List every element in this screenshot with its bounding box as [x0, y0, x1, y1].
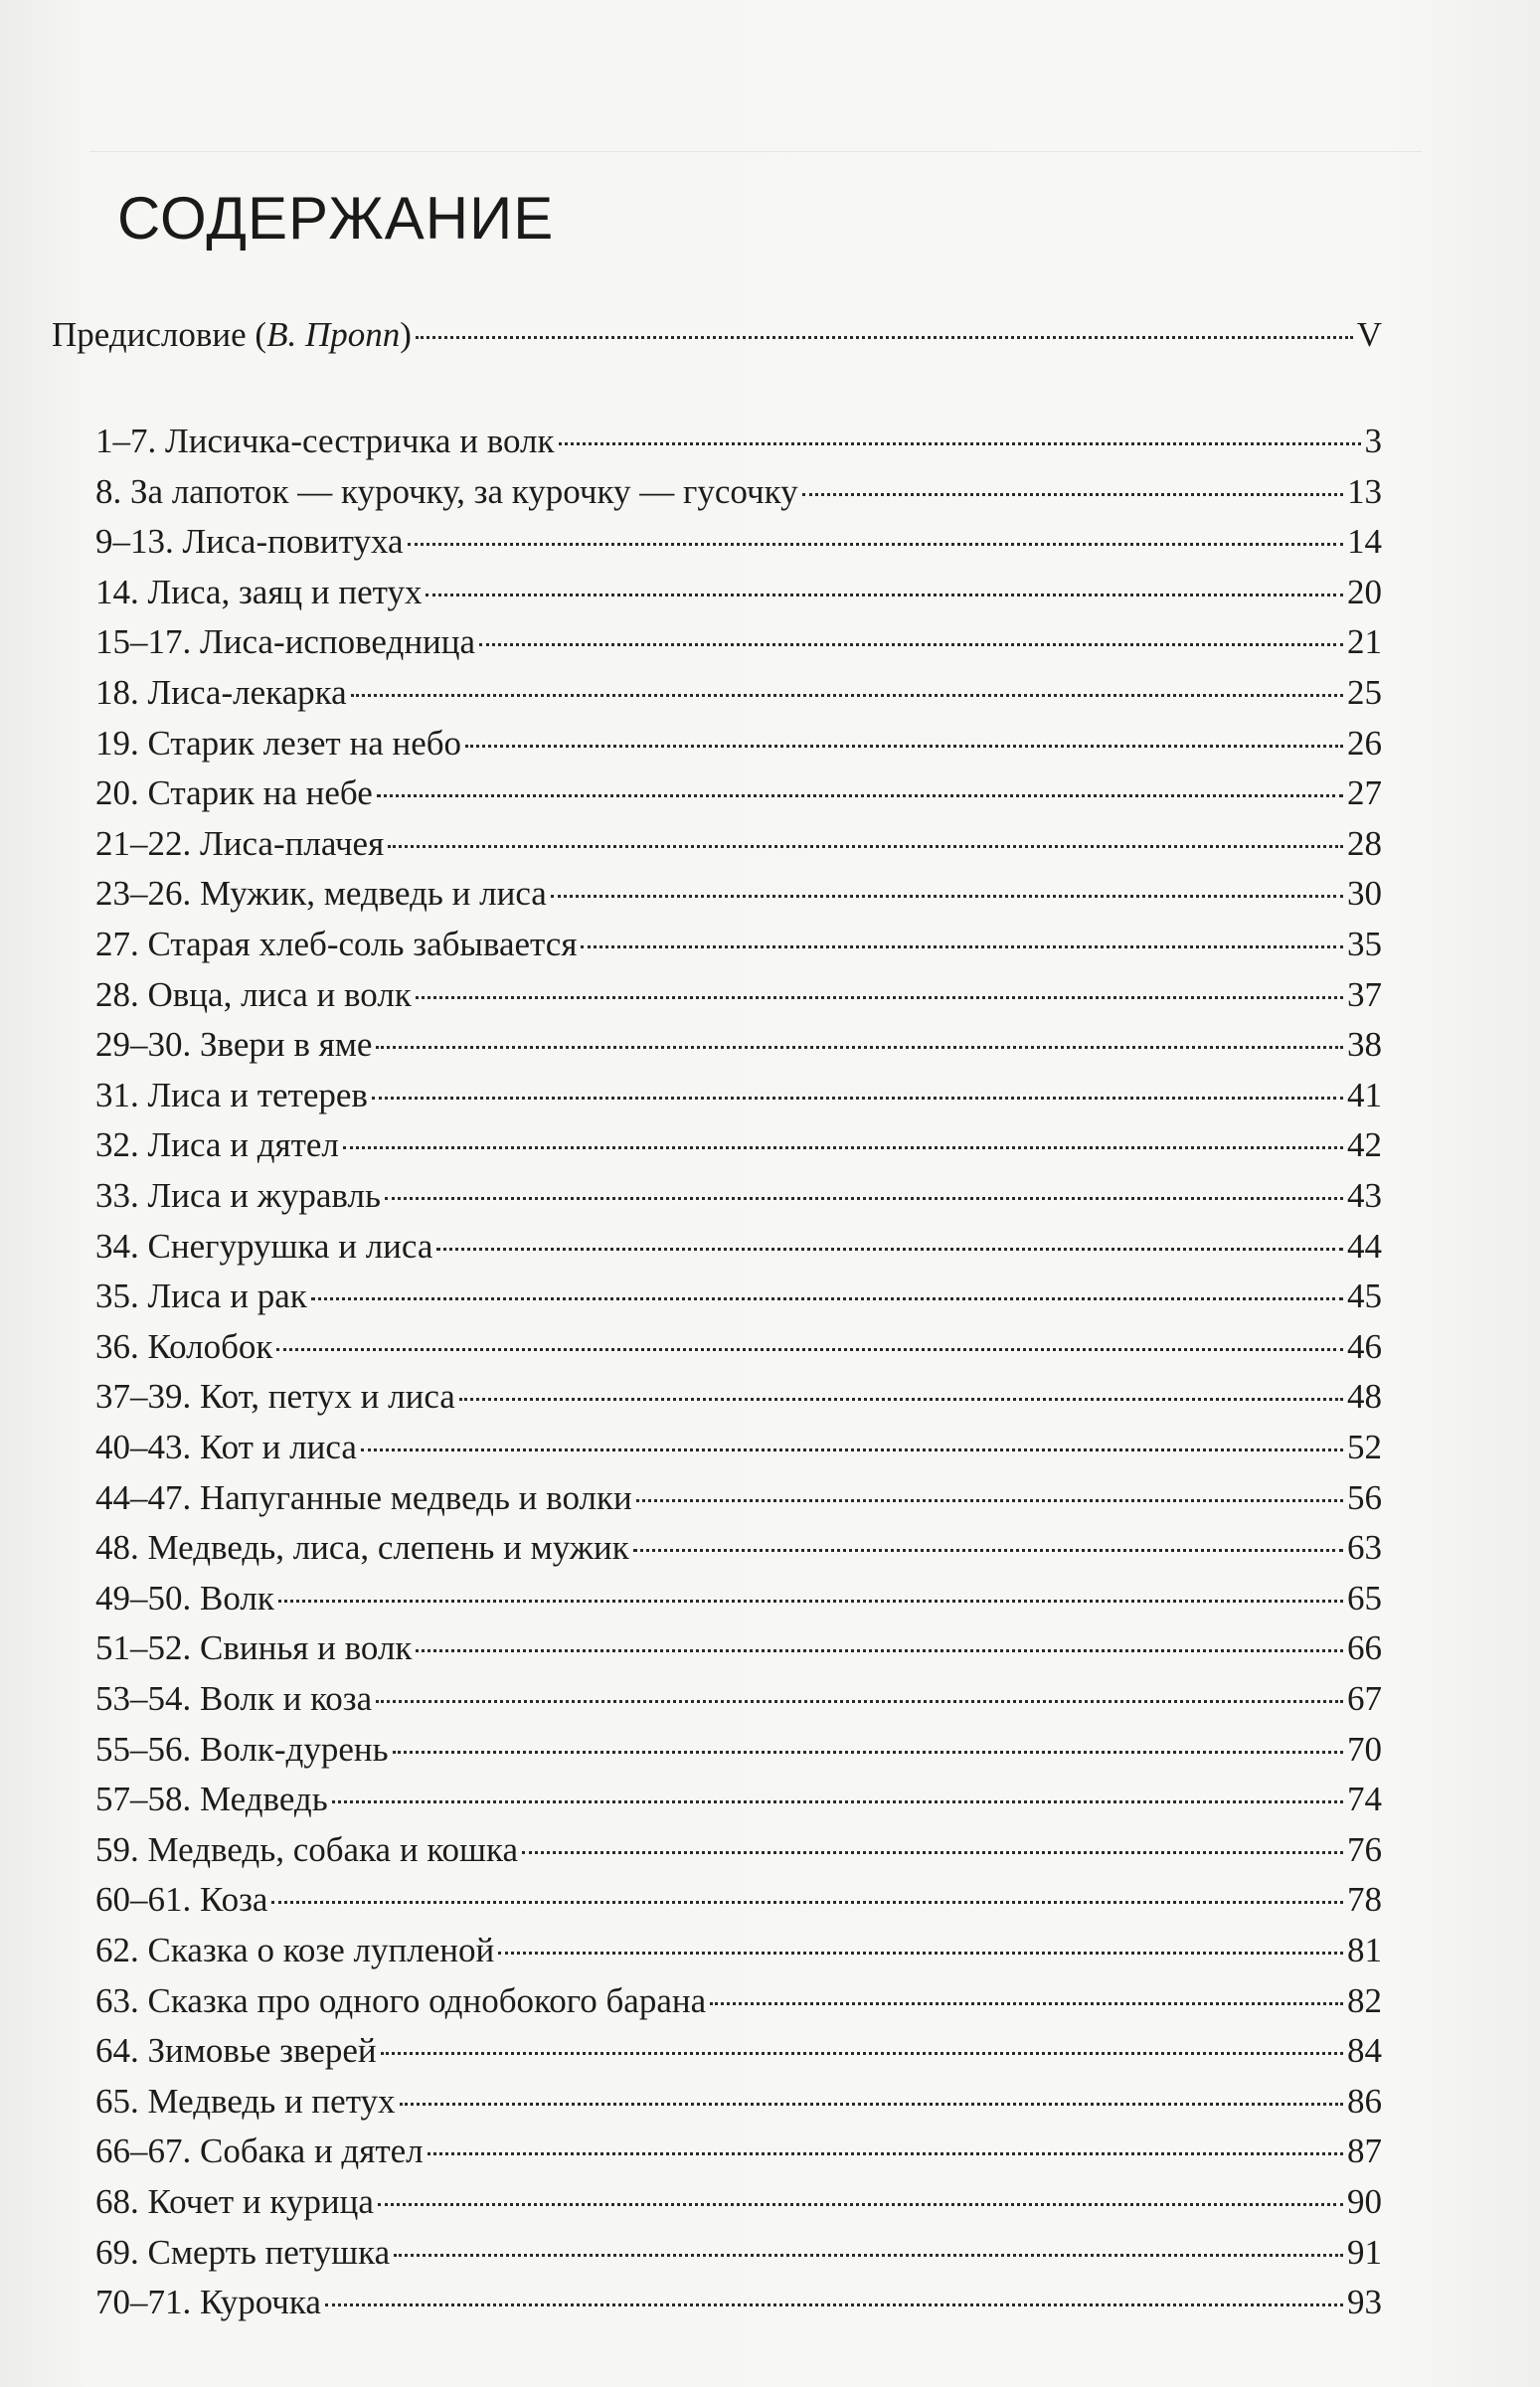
toc-entry-label: 14. Лиса, заяц и петух — [95, 573, 423, 611]
dot-leader — [416, 336, 1353, 339]
toc-entry-label: 15–17. Лиса-исповедница — [95, 622, 476, 661]
dot-leader — [385, 1197, 1343, 1200]
dot-leader — [378, 2203, 1343, 2206]
toc-entry — [95, 722, 1382, 766]
toc-entry-label: 18. Лиса-лекарка — [95, 673, 347, 712]
toc-entry — [95, 1828, 1382, 1872]
toc-page-number: 91 — [1347, 2233, 1382, 2272]
toc-page-number: 82 — [1347, 1981, 1382, 2020]
toc-page-number: 43 — [1347, 1176, 1382, 1215]
toc-entry-label: 51–52. Свинья и волк — [95, 1628, 413, 1667]
toc-page-number: 74 — [1347, 1780, 1382, 1818]
dot-leader — [376, 1046, 1343, 1049]
toc-page-number: 44 — [1347, 1227, 1382, 1266]
toc-page-number: 81 — [1347, 1931, 1382, 1969]
toc-entry — [95, 1677, 1382, 1721]
toc-entry — [95, 2180, 1382, 2224]
dot-leader — [393, 1751, 1343, 1754]
preface-label-suffix: ) — [400, 315, 412, 354]
toc-entry-label: 64. Зимовье зверей — [95, 2031, 377, 2070]
toc-entry-label: 35. Лиса и рак — [95, 1277, 307, 1315]
toc-page-number: 65 — [1347, 1579, 1382, 1618]
dot-leader — [636, 1499, 1343, 1502]
toc-entry — [95, 1878, 1382, 1922]
toc-entry — [95, 1426, 1382, 1469]
dot-leader — [388, 845, 1343, 848]
toc-entry-preface — [52, 313, 1382, 357]
dot-leader — [400, 2103, 1343, 2106]
toc-entry-label: 37–39. Кот, петух и лиса — [95, 1377, 455, 1416]
toc-entry — [95, 470, 1382, 514]
toc-entry — [95, 1023, 1382, 1067]
dot-leader — [376, 1700, 1343, 1703]
toc-page-number: 78 — [1347, 1880, 1382, 1919]
dot-leader — [479, 643, 1343, 646]
dot-leader — [351, 694, 1343, 697]
toc-entry-label: 53–54. Волк и коза — [95, 1679, 373, 1718]
toc-entry — [95, 1577, 1382, 1620]
toc-entry-label: 63. Сказка про одного однобокого барана — [95, 1981, 707, 2020]
toc-page-number: 13 — [1347, 472, 1382, 511]
toc-entry — [95, 420, 1382, 463]
toc-entry-label: 59. Медведь, собака и кошка — [95, 1830, 519, 1869]
toc-entry — [95, 620, 1382, 664]
toc-entry — [95, 1626, 1382, 1670]
toc-entry — [95, 973, 1382, 1017]
dot-leader — [361, 1449, 1343, 1451]
toc-entry — [95, 1526, 1382, 1570]
toc-page-number: 14 — [1347, 522, 1382, 561]
dot-leader — [276, 1348, 1343, 1351]
page-title: СОДЕРЖАНИЕ — [117, 185, 555, 252]
toc-page-number: 20 — [1347, 573, 1382, 611]
dot-leader — [633, 1549, 1343, 1552]
toc-page-number: 30 — [1347, 874, 1382, 913]
dot-leader — [559, 442, 1361, 445]
toc-entry — [95, 1275, 1382, 1318]
dot-leader — [416, 1649, 1343, 1652]
dot-leader — [278, 1600, 1343, 1603]
dot-leader — [311, 1297, 1343, 1300]
toc-page-number: 52 — [1347, 1428, 1382, 1466]
dot-leader — [416, 996, 1343, 999]
toc-entry-label: 31. Лиса и тетерев — [95, 1076, 368, 1114]
toc-entry-label: 40–43. Кот и лиса — [95, 1428, 357, 1466]
toc-entry-label: 28. Овца, лиса и волк — [95, 975, 412, 1014]
toc-page-number: 46 — [1347, 1327, 1382, 1366]
toc-page-number: 41 — [1347, 1076, 1382, 1114]
toc-page-number: V — [1356, 315, 1382, 354]
toc-page-number: 93 — [1347, 2283, 1382, 2321]
toc-entry-label: 9–13. Лиса-повитуха — [95, 522, 404, 561]
toc-page-number: 67 — [1347, 1679, 1382, 1718]
preface-label-prefix: Предисловие ( — [52, 315, 267, 354]
dot-leader — [459, 1398, 1343, 1401]
toc-page-number: 70 — [1347, 1730, 1382, 1769]
dot-leader — [408, 543, 1343, 546]
toc-page-number: 66 — [1347, 1628, 1382, 1667]
toc-entry-label: 36. Колобок — [95, 1327, 273, 1366]
dot-leader — [710, 2002, 1343, 2005]
toc-entry — [95, 2080, 1382, 2124]
toc-entry-label: 1–7. Лисичка-сестричка и волк — [95, 422, 555, 460]
dot-leader — [522, 1851, 1343, 1854]
toc-entry — [95, 520, 1382, 564]
toc-entry — [95, 822, 1382, 866]
toc-page-number: 42 — [1347, 1125, 1382, 1164]
dot-leader — [436, 1248, 1343, 1251]
toc-page-number: 35 — [1347, 925, 1382, 963]
toc-page-number: 25 — [1347, 673, 1382, 712]
dot-leader — [551, 895, 1343, 898]
dot-leader — [343, 1146, 1343, 1149]
toc-page-number: 21 — [1347, 622, 1382, 661]
dot-leader — [498, 1952, 1343, 1955]
toc-entry — [95, 1979, 1382, 2023]
toc-page-number: 48 — [1347, 1377, 1382, 1416]
toc-entry-label: 44–47. Напуганные медведь и волки — [95, 1478, 632, 1517]
toc-entry — [95, 571, 1382, 614]
toc-entry — [95, 1174, 1382, 1218]
toc-page-number: 38 — [1347, 1025, 1382, 1064]
toc-page-number: 56 — [1347, 1478, 1382, 1517]
toc-entry — [95, 872, 1382, 916]
toc-entry-label: 60–61. Коза — [95, 1880, 268, 1919]
toc-page-number: 26 — [1347, 724, 1382, 763]
toc-entry — [95, 2231, 1382, 2275]
toc-entry — [95, 1728, 1382, 1772]
preface-author: В. Пропп — [266, 315, 401, 354]
dot-leader — [271, 1901, 1343, 1904]
toc-entry-label — [52, 313, 412, 357]
toc-entry-label: 70–71. Курочка — [95, 2283, 321, 2321]
toc-entry-label: 66–67. Собака и дятел — [95, 2131, 424, 2170]
toc-entry — [95, 1325, 1382, 1369]
dot-leader — [426, 594, 1343, 597]
toc-entry — [95, 771, 1382, 815]
toc-entry-label: 34. Снегурушка и лиса — [95, 1227, 433, 1266]
toc-entry-label: 55–56. Волк-дурень — [95, 1730, 389, 1769]
dot-leader — [372, 1097, 1343, 1100]
toc-entry-label: 23–26. Мужик, медведь и лиса — [95, 874, 547, 913]
toc-entry-label: 62. Сказка о козе лупленой — [95, 1931, 495, 1969]
toc-entry-label: 32. Лиса и дятел — [95, 1125, 339, 1164]
toc-page-number: 87 — [1347, 2131, 1382, 2170]
toc-entry — [95, 1929, 1382, 1972]
toc-entry — [95, 2281, 1382, 2324]
toc-entry-label: 27. Старая хлеб-соль забывается — [95, 925, 578, 963]
dot-leader — [465, 745, 1343, 748]
dot-leader — [428, 2152, 1343, 2155]
toc-page-number: 90 — [1347, 2182, 1382, 2221]
toc-page-number: 37 — [1347, 975, 1382, 1014]
toc-entry — [95, 1778, 1382, 1821]
toc-entry — [95, 2130, 1382, 2173]
toc-entry-label: 19. Старик лезет на небо — [95, 724, 462, 763]
toc-entry-label: 48. Медведь, лиса, слепень и мужик — [95, 1528, 629, 1567]
toc-entry — [95, 1375, 1382, 1419]
toc-page-number: 63 — [1347, 1528, 1382, 1567]
toc-entry — [95, 923, 1382, 966]
toc-page-number: 27 — [1347, 773, 1382, 812]
dot-leader — [381, 2052, 1343, 2055]
dot-leader — [802, 493, 1343, 496]
toc-entry — [95, 1074, 1382, 1117]
toc-entry — [95, 2029, 1382, 2073]
toc-page-number: 45 — [1347, 1277, 1382, 1315]
toc-entry-label: 65. Медведь и петух — [95, 2082, 396, 2121]
toc-page-number: 28 — [1347, 824, 1382, 863]
toc-entry-label: 49–50. Волк — [95, 1579, 274, 1618]
dot-leader — [581, 945, 1343, 948]
toc-entry-label: 57–58. Медведь — [95, 1780, 328, 1818]
toc-page-number: 84 — [1347, 2031, 1382, 2070]
toc-entry-label: 20. Старик на небе — [95, 773, 373, 812]
dot-leader — [332, 1800, 1343, 1803]
toc-entry-label: 68. Кочет и курица — [95, 2182, 374, 2221]
toc-entry-label: 33. Лиса и журавль — [95, 1176, 381, 1215]
toc-entry-label: 29–30. Звери в яме — [95, 1025, 373, 1064]
toc-page-number: 86 — [1347, 2082, 1382, 2121]
toc-entry — [95, 671, 1382, 715]
dot-leader — [377, 794, 1343, 797]
dot-leader — [325, 2303, 1343, 2306]
toc-page-number: 76 — [1347, 1830, 1382, 1869]
toc-entry — [95, 1123, 1382, 1167]
toc-entry-label: 21–22. Лиса-плачея — [95, 824, 385, 863]
dot-leader — [394, 2254, 1343, 2257]
toc-entry — [95, 1476, 1382, 1520]
toc-entry — [95, 1225, 1382, 1269]
toc-page-number: 3 — [1364, 422, 1382, 460]
toc-entry-label: 69. Смерть петушка — [95, 2233, 391, 2272]
toc-entry-label: 8. За лапоток — курочку, за курочку — гусочку — [95, 472, 798, 511]
